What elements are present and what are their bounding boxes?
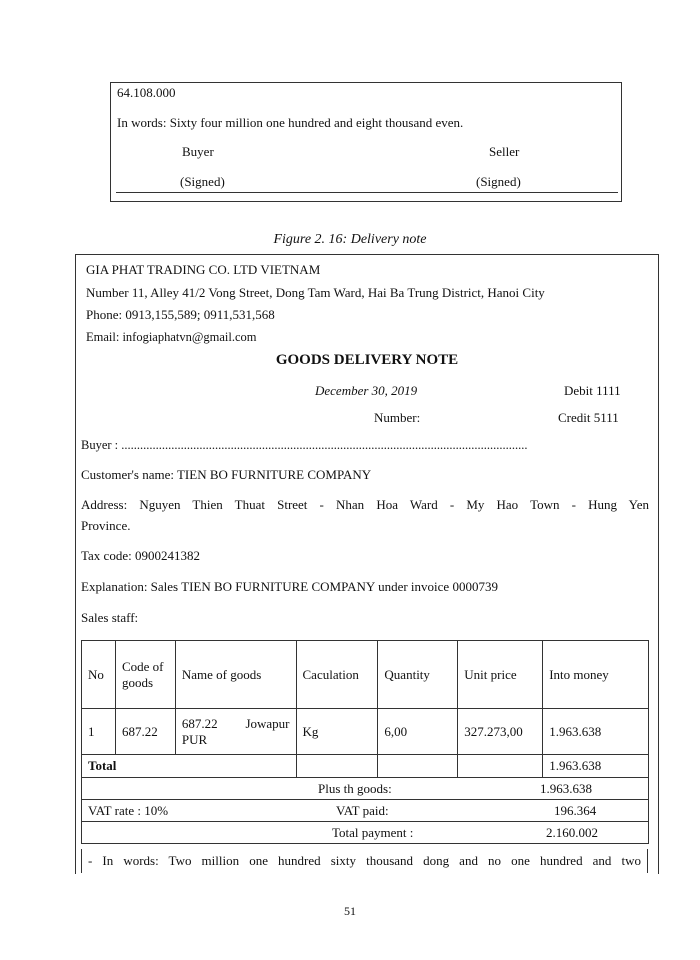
explanation: Explanation: Sales TIEN BO FURNITURE COMPANY under invoice 0000739 [81, 579, 498, 594]
vat-paid-label: VAT paid: [336, 803, 389, 818]
invoice-amount: 64.108.000 [117, 85, 176, 100]
credit-account: Credit 5111 [558, 410, 619, 425]
vat-cell [82, 800, 649, 822]
customer-address-cont: Province. [81, 518, 131, 533]
total-empty-3 [458, 755, 543, 778]
cell-quantity: 6,00 [378, 709, 458, 755]
payment-in-words: - In words: Two million one hundred sixty thousand dong and no one hundred and two [81, 849, 648, 873]
plus-goods-row [82, 778, 649, 800]
tax-code: Tax code: 0900241382 [81, 548, 200, 563]
buyer-label: Buyer [182, 144, 214, 159]
cell-caculation: Kg [296, 709, 378, 755]
total-row [82, 755, 649, 778]
number-label: Number: [374, 410, 421, 425]
plus-goods-value: 1.963.638 [540, 781, 592, 796]
header-quantity: Quantity [378, 641, 458, 709]
document-title: GOODS DELIVERY NOTE [275, 352, 459, 368]
company-name: GIA PHAT TRADING CO. LTD VIETNAM [86, 262, 321, 277]
company-phone: Phone: 0913,155,589; 0911,531,568 [86, 307, 275, 322]
header-into-money: Into money [543, 641, 649, 709]
summary-table [81, 777, 649, 844]
company-email: Email: infogiaphatvn@gmail.com [86, 330, 257, 344]
vat-rate: VAT rate : 10% [88, 803, 169, 818]
customer-name: Customer's name: TIEN BO FURNITURE COMPANY [81, 467, 372, 482]
total-payment-row [82, 822, 649, 844]
table-header-row [82, 641, 649, 709]
cell-name: 687.22 Jowapur PUR [175, 709, 296, 755]
buyer-line: Buyer : .................................................................................................................................. [81, 438, 528, 452]
total-payment-label: Total payment : [332, 825, 414, 840]
vat-paid-value: 196.364 [554, 803, 597, 818]
table-row [82, 709, 649, 755]
invoice-in-words: In words: Sixty four million one hundred and eight thousand even. [117, 115, 464, 130]
header-code: Code of goods [115, 641, 175, 709]
cell-no: 1 [82, 709, 116, 755]
vat-row [82, 800, 649, 822]
plus-goods-cell [82, 778, 649, 800]
customer-address: Address: Nguyen Thien Thuat Street - Nhan Hoa Ward - My Hao Town - Hung Yen [81, 497, 649, 512]
note-date: December 30, 2019 [315, 383, 418, 398]
total-payment-value: 2.160.002 [546, 825, 598, 840]
buyer-signed: (Signed) [180, 174, 225, 189]
goods-table [81, 640, 649, 778]
total-value: 1.963.638 [543, 755, 649, 778]
sales-staff: Sales staff: [81, 610, 139, 625]
seller-signed: (Signed) [476, 174, 521, 189]
header-name: Name of goods [175, 641, 296, 709]
cell-code: 687.22 [115, 709, 175, 755]
total-payment-cell [82, 822, 649, 844]
cell-unit-price: 327.273,00 [458, 709, 543, 755]
header-caculation: Caculation [296, 641, 378, 709]
debit-account: Debit 1111 [564, 383, 621, 398]
seller-label: Seller [489, 144, 520, 159]
company-address: Number 11, Alley 41/2 Vong Street, Dong Tam Ward, Hai Ba Trung District, Hanoi City [86, 285, 545, 300]
cell-into-money: 1.963.638 [543, 709, 649, 755]
header-no: No [82, 641, 116, 709]
header-unit-price: Unit price [458, 641, 543, 709]
total-label: Total [82, 755, 297, 778]
total-empty-1 [296, 755, 378, 778]
plus-goods-label: Plus th goods: [318, 781, 392, 796]
page-number: 51 [344, 904, 356, 918]
figure-caption: Figure 2. 16: Delivery note [273, 232, 427, 247]
total-empty-2 [378, 755, 458, 778]
signature-divider [116, 192, 618, 193]
